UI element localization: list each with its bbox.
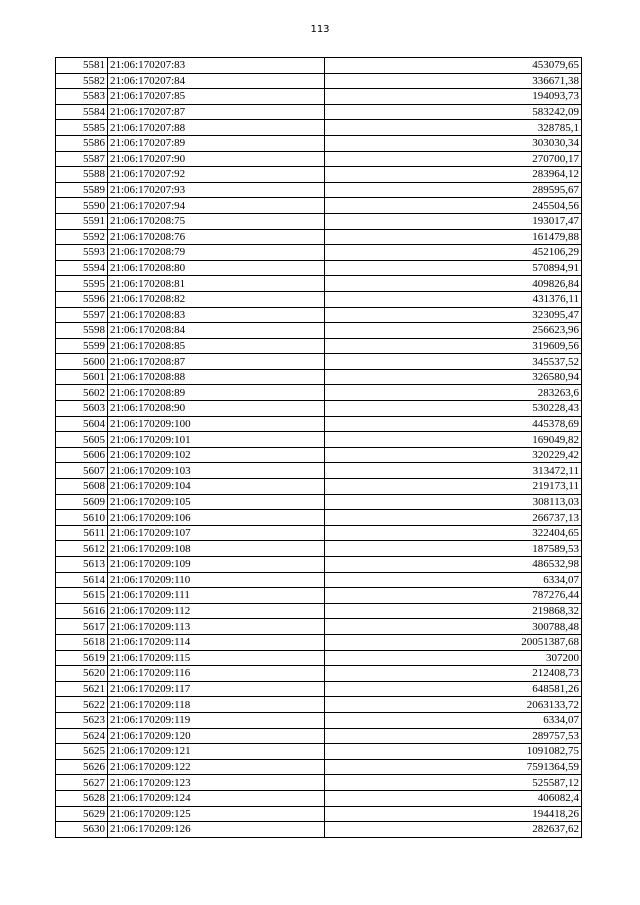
row-number: 5598 (56, 323, 108, 339)
table-row (56, 775, 582, 791)
table-row (56, 790, 582, 806)
table-row (56, 416, 582, 432)
cadastral-number: 21:06:170209:116 (108, 666, 325, 682)
row-number: 5624 (56, 728, 108, 744)
cadastral-value: 245504,56 (325, 198, 582, 214)
cadastral-value: 323095,47 (325, 307, 582, 323)
table-row (56, 338, 582, 354)
row-number: 5620 (56, 666, 108, 682)
table-row (56, 806, 582, 822)
row-number: 5615 (56, 588, 108, 604)
table-row (56, 104, 582, 120)
cadastral-value: 453079,65 (325, 58, 582, 74)
table-row (56, 822, 582, 838)
cadastral-number: 21:06:170207:89 (108, 135, 325, 151)
table-row (56, 323, 582, 339)
cadastral-value: 322404,65 (325, 525, 582, 541)
cadastral-value: 406082,4 (325, 790, 582, 806)
cadastral-number: 21:06:170208:82 (108, 291, 325, 307)
cadastral-value: 530228,43 (325, 401, 582, 417)
cadastral-value: 161479,88 (325, 229, 582, 245)
table-row (56, 759, 582, 775)
cadastral-number: 21:06:170207:87 (108, 104, 325, 120)
row-number: 5585 (56, 120, 108, 136)
table-row (56, 89, 582, 105)
cadastral-number: 21:06:170209:118 (108, 697, 325, 713)
table-row (56, 650, 582, 666)
cadastral-value: 445378,69 (325, 416, 582, 432)
cadastral-value: 583242,09 (325, 104, 582, 120)
cadastral-value: 570894,91 (325, 260, 582, 276)
cadastral-number: 21:06:170207:83 (108, 58, 325, 74)
cadastral-number: 21:06:170208:79 (108, 245, 325, 261)
table-row (56, 634, 582, 650)
cadastral-value: 452106,29 (325, 245, 582, 261)
cadastral-value: 219173,11 (325, 479, 582, 495)
row-number: 5616 (56, 603, 108, 619)
table-row (56, 479, 582, 495)
cadastral-value: 270700,17 (325, 151, 582, 167)
cadastral-value-table (55, 57, 582, 838)
table-row (56, 463, 582, 479)
table-body (56, 58, 582, 838)
cadastral-number: 21:06:170207:93 (108, 182, 325, 198)
cadastral-value: 486532,98 (325, 557, 582, 573)
cadastral-number: 21:06:170209:111 (108, 588, 325, 604)
row-number: 5611 (56, 525, 108, 541)
row-number: 5629 (56, 806, 108, 822)
cadastral-value: 319609,56 (325, 338, 582, 354)
row-number: 5610 (56, 510, 108, 526)
table-row (56, 697, 582, 713)
cadastral-number: 21:06:170209:117 (108, 681, 325, 697)
table-row (56, 167, 582, 183)
cadastral-value: 328785,1 (325, 120, 582, 136)
cadastral-number: 21:06:170207:90 (108, 151, 325, 167)
row-number: 5599 (56, 338, 108, 354)
cadastral-number: 21:06:170207:94 (108, 198, 325, 214)
cadastral-value: 1091082,75 (325, 744, 582, 760)
cadastral-value: 6334,07 (325, 712, 582, 728)
cadastral-number: 21:06:170207:84 (108, 73, 325, 89)
table-row (56, 619, 582, 635)
table-row (56, 260, 582, 276)
table-row (56, 213, 582, 229)
row-number: 5609 (56, 494, 108, 510)
cadastral-number: 21:06:170209:106 (108, 510, 325, 526)
row-number: 5584 (56, 104, 108, 120)
row-number: 5587 (56, 151, 108, 167)
cadastral-value: 525587,12 (325, 775, 582, 791)
cadastral-number: 21:06:170209:121 (108, 744, 325, 760)
table-row (56, 276, 582, 292)
cadastral-value: 289595,67 (325, 182, 582, 198)
row-number: 5607 (56, 463, 108, 479)
cadastral-number: 21:06:170209:108 (108, 541, 325, 557)
table-row (56, 728, 582, 744)
row-number: 5627 (56, 775, 108, 791)
row-number: 5596 (56, 291, 108, 307)
row-number: 5606 (56, 447, 108, 463)
row-number: 5590 (56, 198, 108, 214)
row-number: 5622 (56, 697, 108, 713)
cadastral-value: 282637,62 (325, 822, 582, 838)
row-number: 5582 (56, 73, 108, 89)
cadastral-number: 21:06:170209:119 (108, 712, 325, 728)
row-number: 5603 (56, 401, 108, 417)
row-number: 5630 (56, 822, 108, 838)
cadastral-number: 21:06:170209:110 (108, 572, 325, 588)
cadastral-number: 21:06:170208:87 (108, 354, 325, 370)
cadastral-value: 20051387,68 (325, 634, 582, 650)
cadastral-number: 21:06:170208:83 (108, 307, 325, 323)
cadastral-value: 648581,26 (325, 681, 582, 697)
row-number: 5593 (56, 245, 108, 261)
table-row (56, 494, 582, 510)
row-number: 5618 (56, 634, 108, 650)
row-number: 5608 (56, 479, 108, 495)
cadastral-value: 187589,53 (325, 541, 582, 557)
row-number: 5623 (56, 712, 108, 728)
row-number: 5613 (56, 557, 108, 573)
table-row (56, 182, 582, 198)
table-row (56, 385, 582, 401)
row-number: 5614 (56, 572, 108, 588)
table-row (56, 245, 582, 261)
cadastral-value: 266737,13 (325, 510, 582, 526)
row-number: 5600 (56, 354, 108, 370)
row-number: 5588 (56, 167, 108, 183)
row-number: 5594 (56, 260, 108, 276)
row-number: 5602 (56, 385, 108, 401)
cadastral-number: 21:06:170209:115 (108, 650, 325, 666)
table-row (56, 198, 582, 214)
table-row (56, 151, 582, 167)
cadastral-value: 431376,11 (325, 291, 582, 307)
row-number: 5591 (56, 213, 108, 229)
table-row (56, 369, 582, 385)
cadastral-value: 6334,07 (325, 572, 582, 588)
table-row (56, 557, 582, 573)
cadastral-value: 194093,73 (325, 89, 582, 105)
row-number: 5595 (56, 276, 108, 292)
row-number: 5626 (56, 759, 108, 775)
cadastral-value: 194418,26 (325, 806, 582, 822)
cadastral-number: 21:06:170208:76 (108, 229, 325, 245)
row-number: 5601 (56, 369, 108, 385)
table-row (56, 135, 582, 151)
row-number: 5619 (56, 650, 108, 666)
cadastral-number: 21:06:170209:109 (108, 557, 325, 573)
cadastral-value: 256623,96 (325, 323, 582, 339)
row-number: 5583 (56, 89, 108, 105)
cadastral-value: 283263,6 (325, 385, 582, 401)
row-number: 5597 (56, 307, 108, 323)
cadastral-value: 303030,34 (325, 135, 582, 151)
cadastral-value: 313472,11 (325, 463, 582, 479)
table-row (56, 603, 582, 619)
cadastral-value: 289757,53 (325, 728, 582, 744)
cadastral-value: 326580,94 (325, 369, 582, 385)
cadastral-value: 169049,82 (325, 432, 582, 448)
cadastral-value: 300788,48 (325, 619, 582, 635)
page-number: 113 (310, 24, 330, 35)
cadastral-value: 7591364,59 (325, 759, 582, 775)
row-number: 5589 (56, 182, 108, 198)
cadastral-value: 2063133,72 (325, 697, 582, 713)
cadastral-number: 21:06:170209:103 (108, 463, 325, 479)
cadastral-number: 21:06:170209:114 (108, 634, 325, 650)
table-row (56, 291, 582, 307)
table-row (56, 307, 582, 323)
cadastral-number: 21:06:170208:80 (108, 260, 325, 276)
cadastral-number: 21:06:170209:122 (108, 759, 325, 775)
cadastral-value: 336671,38 (325, 73, 582, 89)
table-row (56, 525, 582, 541)
cadastral-number: 21:06:170208:89 (108, 385, 325, 401)
table-row (56, 229, 582, 245)
cadastral-value: 307200 (325, 650, 582, 666)
cadastral-number: 21:06:170209:100 (108, 416, 325, 432)
cadastral-value: 283964,12 (325, 167, 582, 183)
cadastral-number: 21:06:170209:126 (108, 822, 325, 838)
cadastral-number: 21:06:170209:112 (108, 603, 325, 619)
cadastral-value: 219868,32 (325, 603, 582, 619)
cadastral-value: 345537,52 (325, 354, 582, 370)
row-number: 5604 (56, 416, 108, 432)
cadastral-number: 21:06:170207:85 (108, 89, 325, 105)
table-row (56, 432, 582, 448)
cadastral-number: 21:06:170208:90 (108, 401, 325, 417)
cadastral-number: 21:06:170209:113 (108, 619, 325, 635)
cadastral-number: 21:06:170209:101 (108, 432, 325, 448)
table-row (56, 712, 582, 728)
cadastral-number: 21:06:170209:123 (108, 775, 325, 791)
cadastral-number: 21:06:170207:92 (108, 167, 325, 183)
cadastral-value: 409826,84 (325, 276, 582, 292)
cadastral-number: 21:06:170209:104 (108, 479, 325, 495)
cadastral-number: 21:06:170209:124 (108, 790, 325, 806)
cadastral-number: 21:06:170208:84 (108, 323, 325, 339)
row-number: 5628 (56, 790, 108, 806)
table-row (56, 666, 582, 682)
cadastral-number: 21:06:170209:107 (108, 525, 325, 541)
cadastral-number: 21:06:170208:81 (108, 276, 325, 292)
table-row (56, 120, 582, 136)
row-number: 5605 (56, 432, 108, 448)
table-row (56, 744, 582, 760)
cadastral-number: 21:06:170207:88 (108, 120, 325, 136)
table-row (56, 510, 582, 526)
cadastral-number: 21:06:170209:120 (108, 728, 325, 744)
cadastral-value: 193017,47 (325, 213, 582, 229)
cadastral-number: 21:06:170208:88 (108, 369, 325, 385)
cadastral-value: 787276,44 (325, 588, 582, 604)
cadastral-number: 21:06:170208:85 (108, 338, 325, 354)
cadastral-value: 320229,42 (325, 447, 582, 463)
cadastral-number: 21:06:170209:102 (108, 447, 325, 463)
cadastral-number: 21:06:170209:105 (108, 494, 325, 510)
row-number: 5581 (56, 58, 108, 74)
row-number: 5612 (56, 541, 108, 557)
table-row (56, 354, 582, 370)
cadastral-value: 212408,73 (325, 666, 582, 682)
row-number: 5617 (56, 619, 108, 635)
table-row (56, 541, 582, 557)
table-row (56, 681, 582, 697)
table-row (56, 73, 582, 89)
table-row (56, 588, 582, 604)
table-row (56, 58, 582, 74)
cadastral-number: 21:06:170208:75 (108, 213, 325, 229)
table-row (56, 447, 582, 463)
row-number: 5592 (56, 229, 108, 245)
cadastral-value: 308113,03 (325, 494, 582, 510)
cadastral-number: 21:06:170209:125 (108, 806, 325, 822)
row-number: 5621 (56, 681, 108, 697)
row-number: 5625 (56, 744, 108, 760)
table-row (56, 401, 582, 417)
row-number: 5586 (56, 135, 108, 151)
table-row (56, 572, 582, 588)
